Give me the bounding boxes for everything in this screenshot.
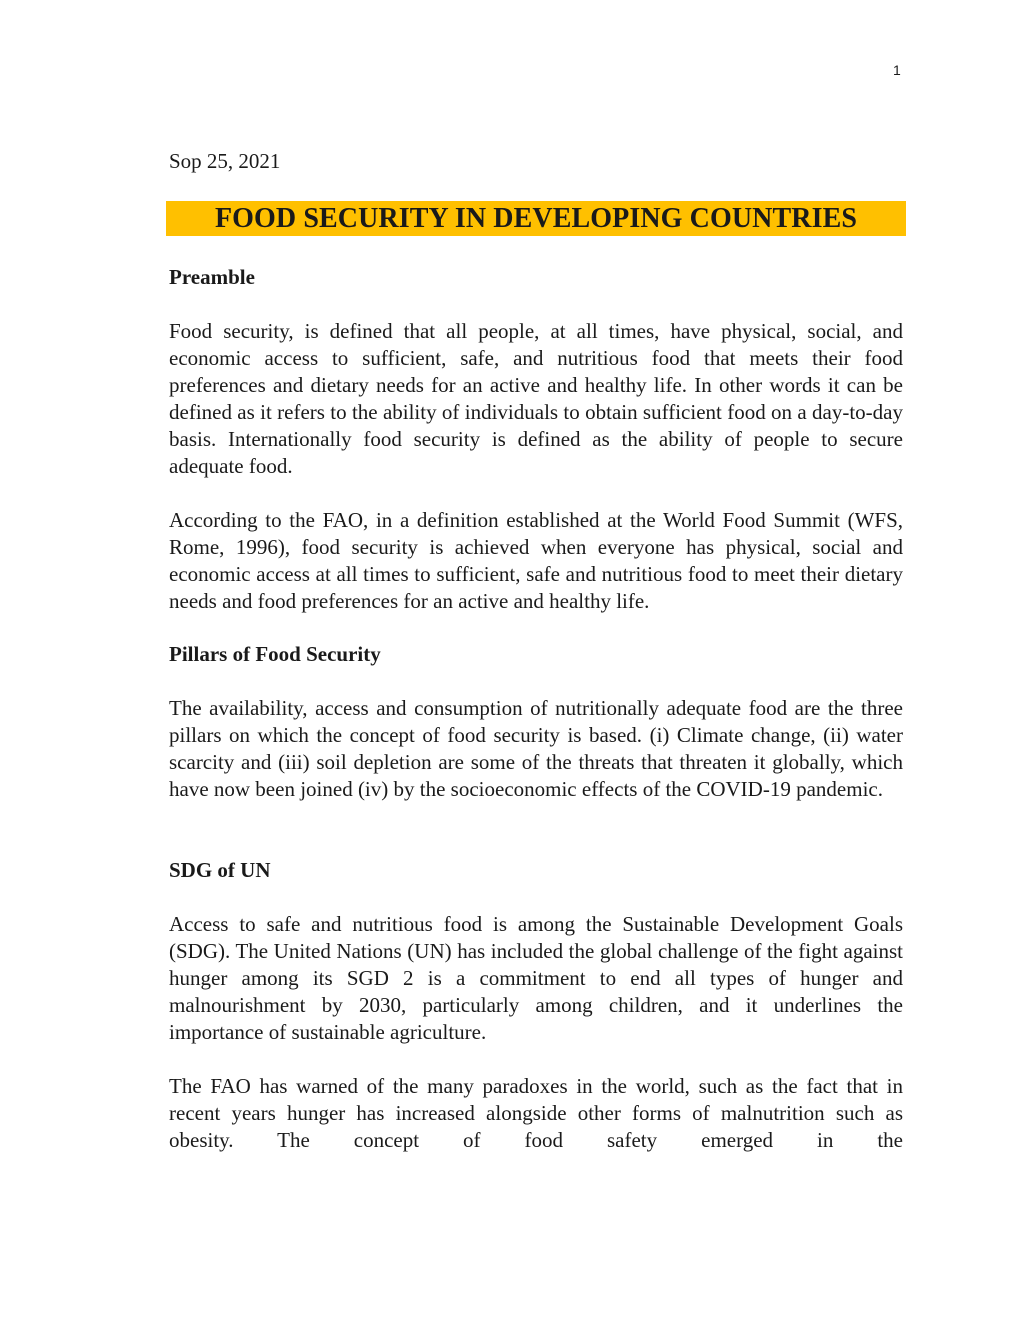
document-title: FOOD SECURITY IN DEVELOPING COUNTRIES	[166, 201, 906, 236]
section-heading-preamble: Preamble	[169, 265, 255, 289]
section-heading-sdg: SDG of UN	[169, 858, 271, 882]
paragraph: The availability, access and consumption of nutritionally adequate food are the three pillars on which the concept of food security is based. (i) Climate change, (ii) water scarcity and (iii) soil depletion are some of the threats that threaten it globally, which have now been joined (iv) by the socioeconomic effects of the COVID-19 pandemic.	[169, 696, 903, 801]
document-date: Sop 25, 2021	[169, 149, 281, 173]
paragraph: Access to safe and nutritious food is among the Sustainable Development Goals (SDG). The United Nations (UN) has included the global challenge of the fight against hunger among its SGD 2 is a commitment to end all types of hunger and malnourishment by 2030, particularly among children, and it underlines the importance of sustainable agriculture.	[169, 912, 903, 1044]
page-number: 1	[893, 62, 901, 78]
paragraph: The FAO has warned of the many paradoxes in the world, such as the fact that in recent years hunger has increased alongside other forms of malnutrition such as obesity. The concept of food safety emerged in the	[169, 1074, 903, 1152]
paragraph: According to the FAO, in a definition established at the World Food Summit (WFS, Rome, 1996), food security is achieved when everyone has physical, social and economic access at all times to sufficient, safe and nutritious food to meet their dietary needs and food preferences for an active and healthy life.	[169, 508, 903, 613]
paragraph: Food security, is defined that all people, at all times, have physical, social, and economic access to sufficient, safe, and nutritious food that meets their food preferences and dietary needs for an active and healthy life. In other words it can be defined as it refers to the ability of individuals to obtain sufficient food on a day-to-day basis. Internationally food security is defined as the ability of people to secure adequate food.	[169, 319, 903, 478]
section-heading-pillars: Pillars of Food Security	[169, 642, 381, 666]
